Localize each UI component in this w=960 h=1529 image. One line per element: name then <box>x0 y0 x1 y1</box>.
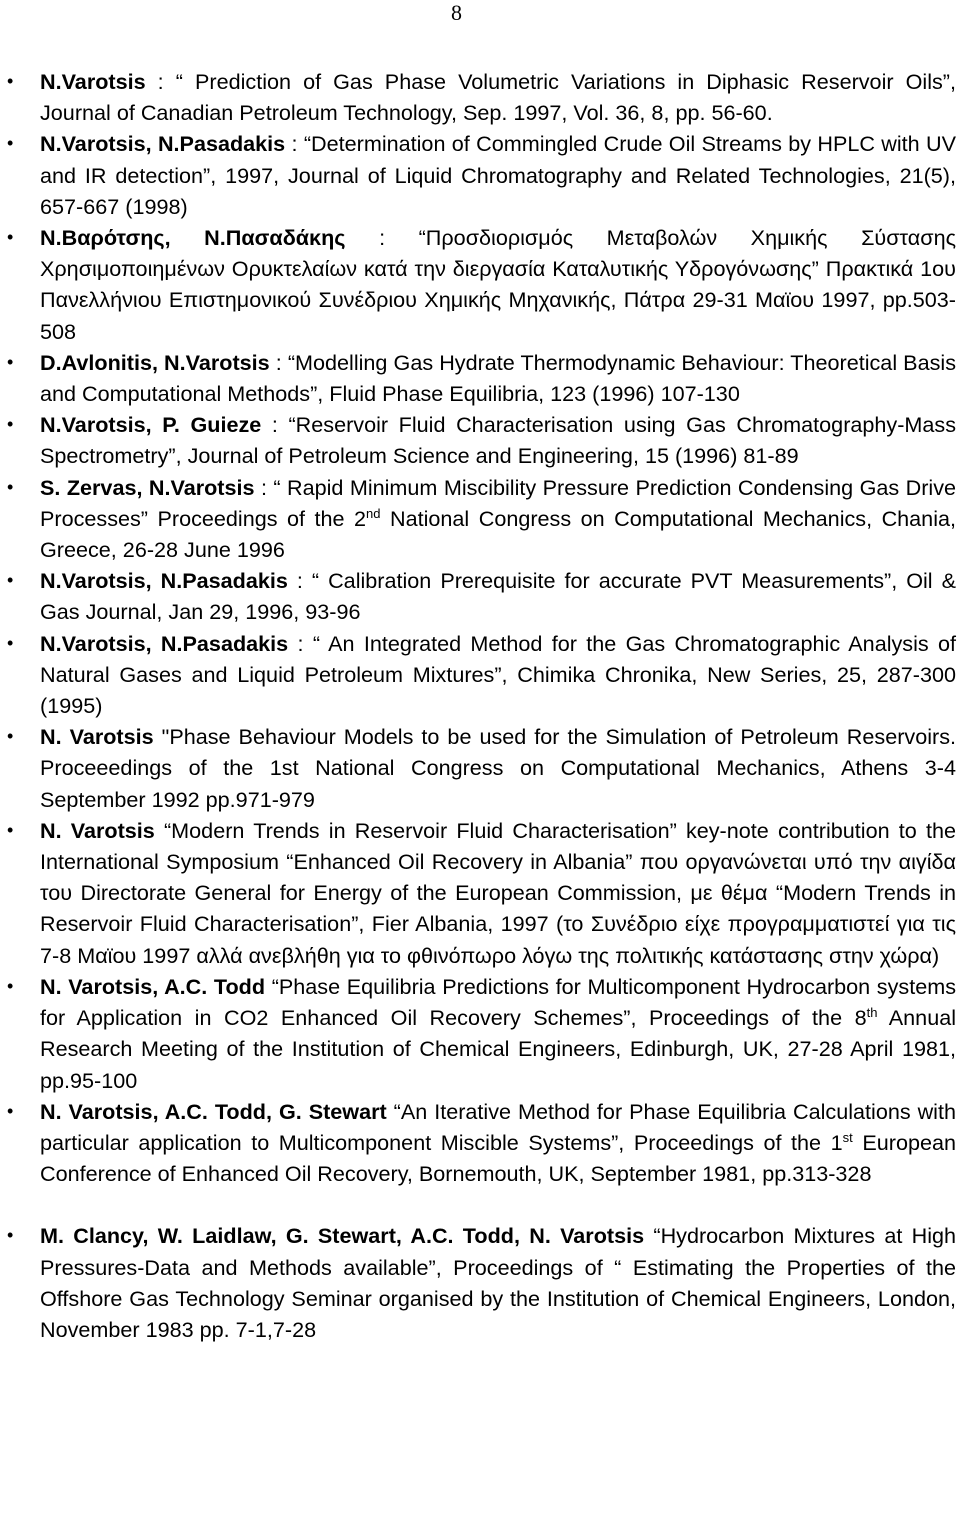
reference-authors: N.Βαρότσης, Ν.Πασαδάκης <box>40 225 346 251</box>
ordinal-superscript: st <box>842 1129 853 1145</box>
reference-item <box>0 971 960 1096</box>
reference-authors: N. Varotsis, A.C. Todd, G. Stewart <box>40 1098 387 1124</box>
reference-item <box>0 721 960 815</box>
reference-text-continued: National Congress on Computational Mechanics, Chania, Greece, 26-28 June 1996 <box>40 505 957 563</box>
reference-authors: N. Varotsis <box>40 724 154 750</box>
reference-authors: N. Varotsis <box>40 817 155 843</box>
reference-list <box>0 66 960 1345</box>
reference-authors: M. Clancy, W. Laidlaw, G. Stewart, A.C. Todd, N. Varotsis <box>40 1223 645 1249</box>
reference-text: "Phase Behaviour Models to be used for the Simulation of Petroleum Reservoirs. Proceeedings of the 1st National Congress on Computational Mechanics, Athens 3-4 September 1992 pp.971-979 <box>40 724 956 812</box>
reference-item <box>0 815 960 971</box>
reference-item <box>0 66 960 128</box>
reference-text: : “Determination of Commingled Crude Oil Streams by HPLC with UV and IR detection”, 1997, Journal of Liquid Chromatography and Related Technologies, 21(5), 657-667 (1998) <box>40 131 957 219</box>
reference-item <box>0 222 960 347</box>
ordinal-superscript: th <box>866 1004 878 1020</box>
reference-item <box>0 128 960 222</box>
reference-text: : “ Prediction of Gas Phase Volumetric Variations in Diphasic Reservoir Oils”, Journal of Canadian Petroleum Technology, Sep. 1997, Vol. 36, 8, pp. 56-60. <box>40 69 956 126</box>
reference-item <box>0 409 960 471</box>
reference-item <box>0 472 960 566</box>
reference-item <box>0 565 960 627</box>
reference-authors: N.Varotsis, N.Pasadakis <box>40 568 288 594</box>
ordinal-superscript: nd <box>366 505 381 521</box>
reference-item <box>0 628 960 722</box>
reference-text: “An Iterative Method for Phase Equilibria Calculations with particular application to Multicomponent Miscible Systems”, Proceedings of the 1 <box>40 1098 956 1155</box>
reference-item <box>0 347 960 409</box>
reference-authors: N.Varotsis, N.Pasadakis <box>40 630 289 656</box>
reference-item <box>0 1220 960 1345</box>
reference-authors: N.Varotsis <box>40 69 146 94</box>
page-number: 8 <box>451 0 462 25</box>
reference-text: : “Modelling Gas Hydrate Thermodynamic Behaviour: Theoretical Basis and Computational Methods”, Fluid Phase Equilibria, 123 (1996) 107-130 <box>40 349 956 407</box>
reference-text: “Hydrocarbon Mixtures at High Pressures-Data and Methods available”, Proceedings of “ Estimating the Properties of the Offshore Gas Technology Seminar organised by the Institution of Chemical Engineers, London, November 1983 pp. 7-1,7-28 <box>40 1223 957 1342</box>
reference-authors: N. Varotsis, A.C. Todd <box>40 973 266 999</box>
reference-text: : “Προσδιορισμός Μεταβολών Χημικής Σύστασης Χρησιμοποιημένων Ορυκτελαίων κατά την διεργασία Καταλυτικής Υδρογόνωσης” Πρακτικά 1ου Πανελλήνιου Επιστημονικού Συνέδριου Χημικής Μηχανικής, Πάτρα 29-31 Μαϊου 1997, pp.503-508 <box>40 225 957 344</box>
reference-authors: N.Varotsis, P. Guieze <box>40 412 262 438</box>
reference-text: “Phase Equilibria Predictions for Multicomponent Hydrocarbon systems for Application in CO2 Enhanced Oil Recovery Schemes”, Proceedings of the 8 <box>40 973 956 1031</box>
reference-authors: N.Varotsis, N.Pasadakis <box>40 131 286 157</box>
reference-text: : “ Rapid Minimum Miscibility Pressure Prediction Condensing Gas Drive Processes” Proceedings of the 2 <box>40 474 957 531</box>
reference-authors: S. Zervas, N.Varotsis <box>40 474 255 500</box>
reference-text-continued: European Conference of Enhanced Oil Recovery, Bornemouth, UK, September 1981, pp.313-328 <box>40 1129 956 1187</box>
reference-text: “Modern Trends in Reservoir Fluid Characterisation” key-note contribution to the International Symposium “Enhanced Oil Recovery in Albania” που οργανώνεται υπό την αιγίδα του Directorate General for Energy of the European Commission, με θέμα “Modern Trends in Reservoir Fluid Characterisation”, Fier Albania, 1997 (το Συνέδριο είχε προγραμματιστεί για τις 7-8 Μαϊου 1997 αλλά ανεβλήθη για το φθινόπωρο λόγω της πολιτικής κατάστασης στην χώρα) <box>40 817 956 968</box>
reference-text: : “Reservoir Fluid Characterisation using Gas Chromatography-Mass Spectrometry”, Journal of Petroleum Science and Engineering, 15 (1996) 81-89 <box>40 412 956 469</box>
reference-text-continued: Annual Research Meeting of the Institution of Chemical Engineers, Edinburgh, UK, 27-28 April 1981, pp.95-100 <box>40 1005 957 1093</box>
reference-authors: D.Avlonitis, N.Varotsis <box>40 349 270 375</box>
reference-text: : “ Calibration Prerequisite for accurate PVT Measurements”, Oil & Gas Journal, Jan 29, 1996, 93-96 <box>40 568 957 625</box>
reference-item <box>0 1096 960 1190</box>
reference-text: : “ An Integrated Method for the Gas Chromatographic Analysis of Natural Gases and Liquid Petroleum Mixtures”, Chimika Chronika, New Series, 25, 287-300 (1995) <box>40 630 957 719</box>
